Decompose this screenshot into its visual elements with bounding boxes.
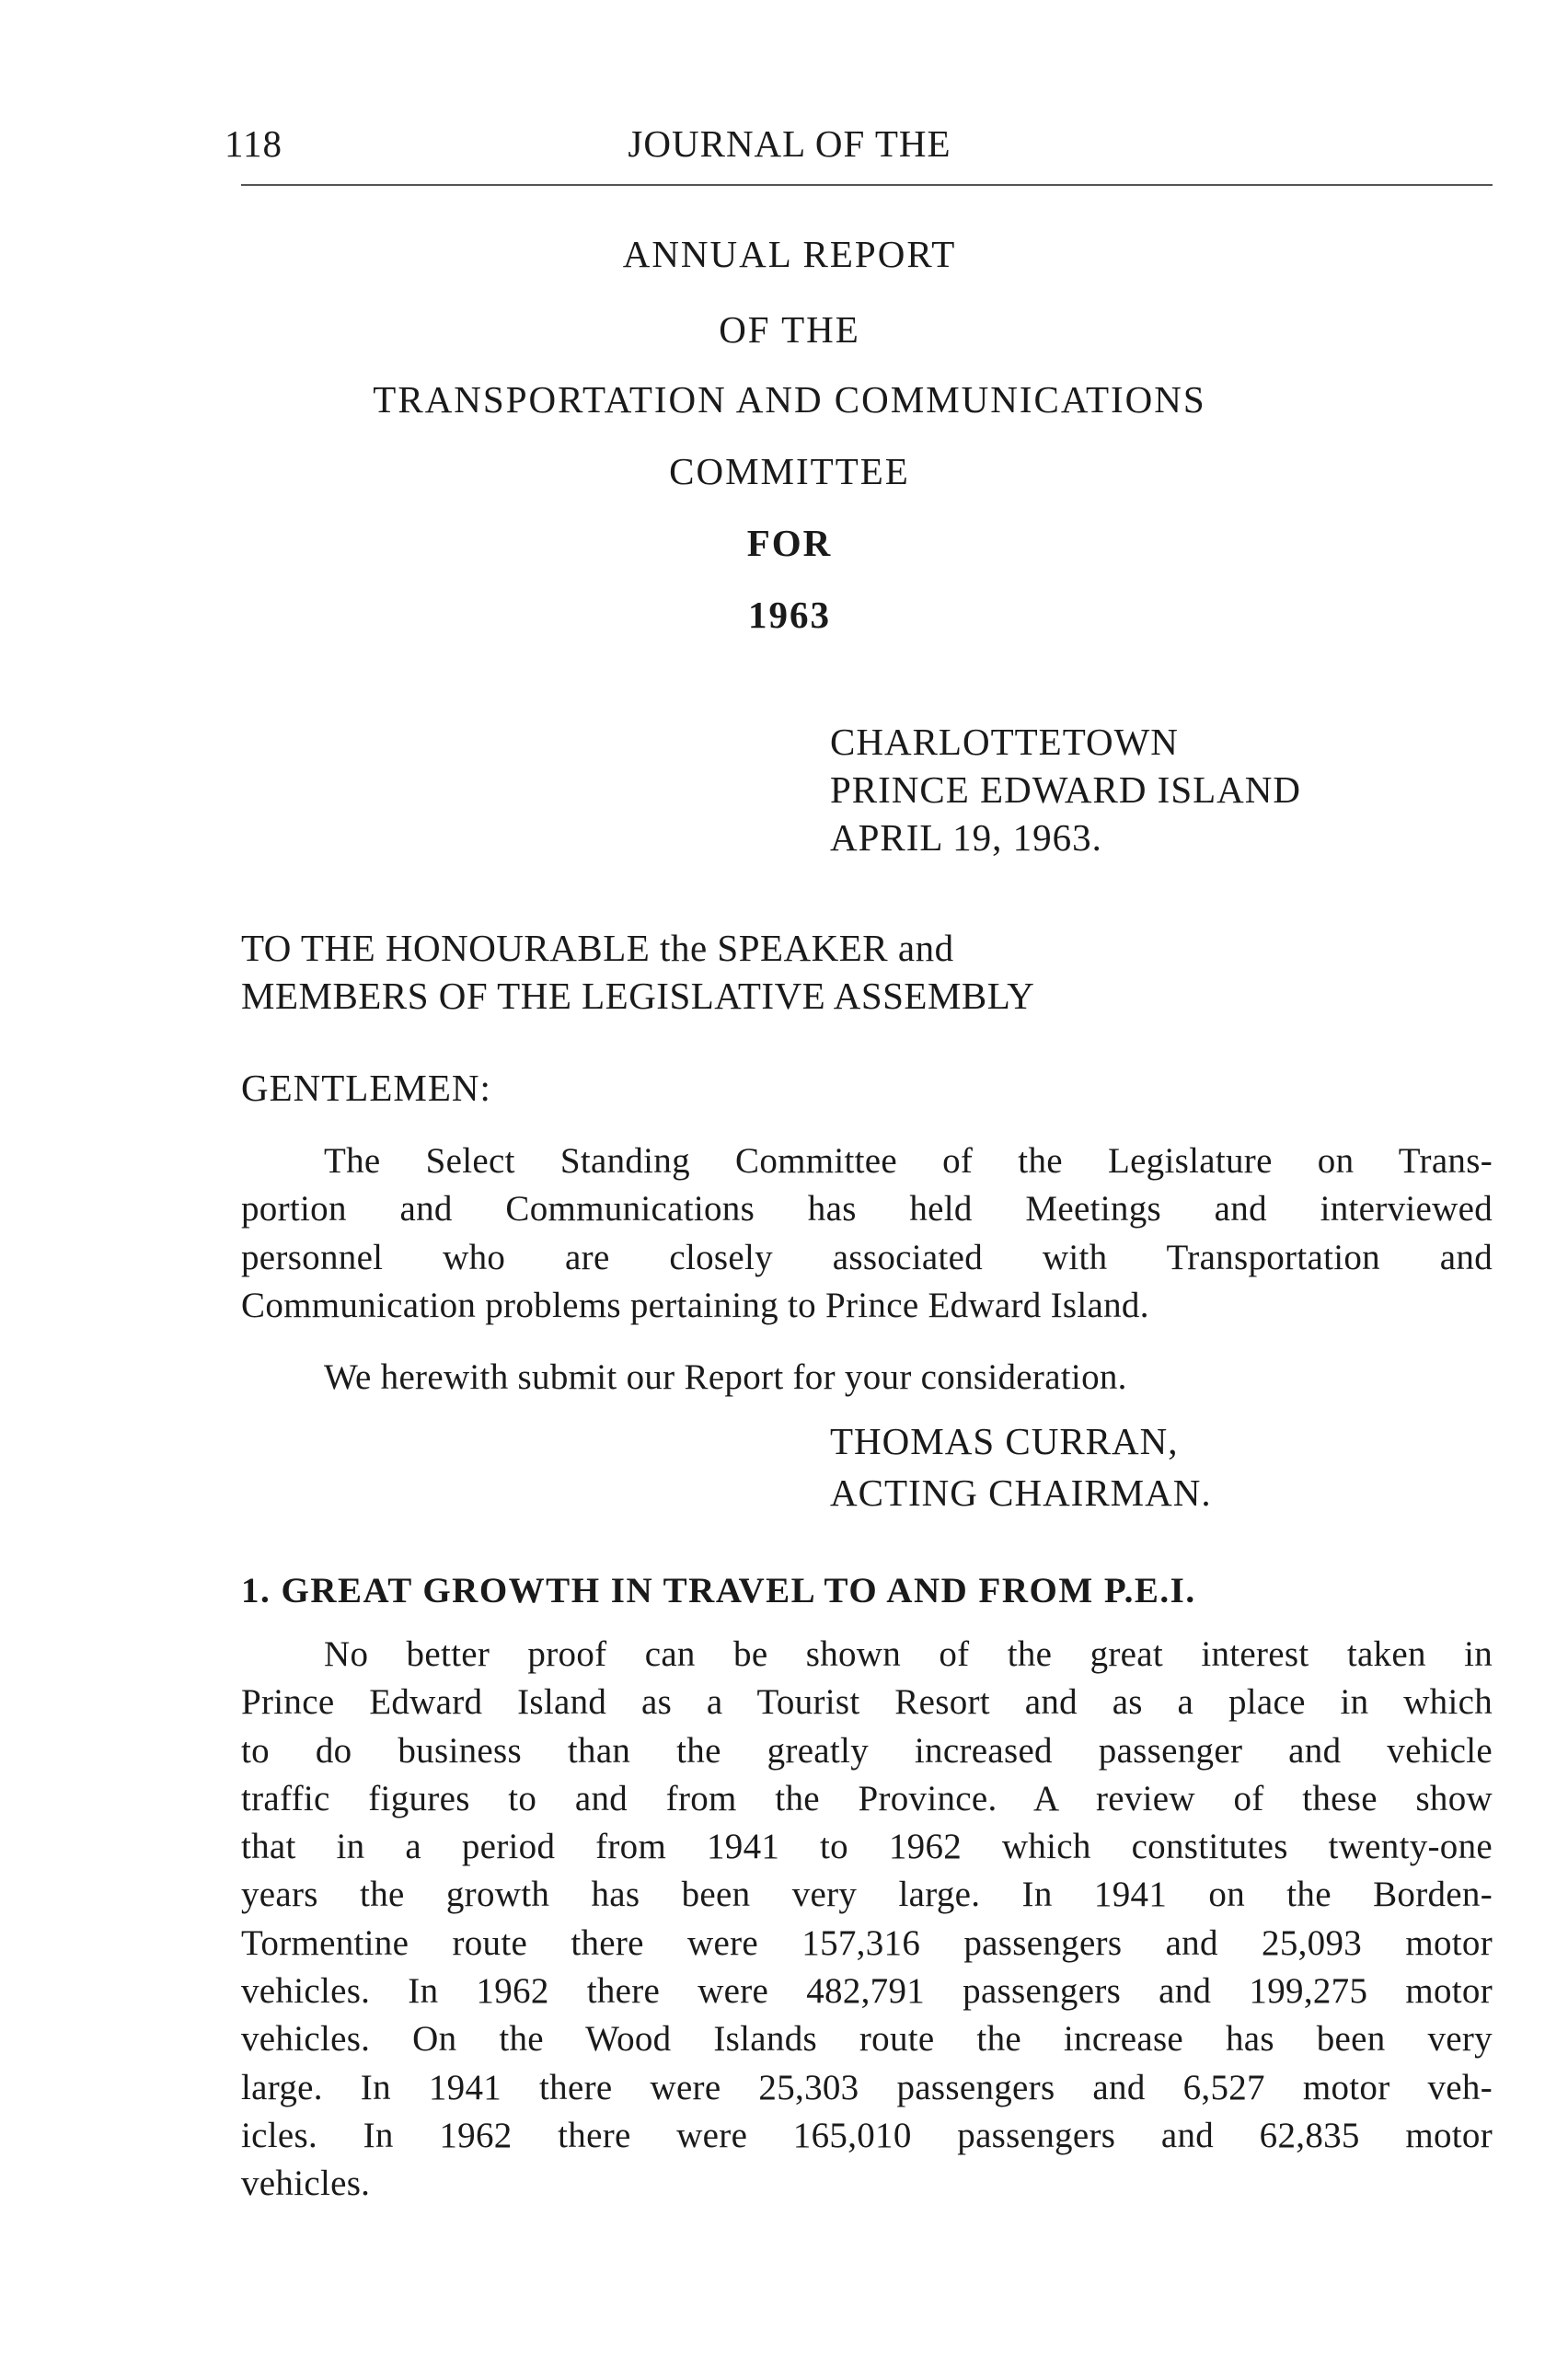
signature-block (830, 1415, 1212, 1518)
place-province: PRINCE EDWARD ISLAND (830, 768, 1301, 811)
report-title-line-1: ANNUAL REPORT (622, 233, 957, 275)
body-line: that in a period from 1941 to 1962 which constitutes twenty-one (241, 1827, 1493, 1867)
signatory-name: THOMAS CURRAN, (830, 1420, 1179, 1462)
submit-line: We herewith submit our Report for your consideration. (324, 1357, 1127, 1397)
body-line: Prince Edward Island as a Tourist Resort and as a place in which (241, 1682, 1493, 1723)
report-title-year: 1963 (748, 594, 831, 636)
report-date: APRIL 19, 1963. (830, 816, 1102, 859)
body-line: vehicles. (241, 2164, 371, 2204)
running-head-title: JOURNAL OF THE (628, 122, 951, 165)
body-line: vehicles. On the Wood Islands route the increase has been very (241, 2019, 1493, 2060)
report-title-line-4: COMMITTEE (669, 450, 910, 492)
intro-line: personnel who are closely associated with Transportation and (241, 1237, 1493, 1277)
report-title-line-5: FOR (746, 522, 833, 564)
intro-line: The Select Standing Committee of the Legislature on Trans- (324, 1141, 1493, 1181)
body-line: icles. In 1962 there were 165,010 passengers and 62,835 motor (241, 2115, 1493, 2155)
intro-line: Communication problems pertaining to Prince Edward Island. (241, 1285, 1149, 1325)
salutation: GENTLEMEN: (241, 1067, 491, 1109)
section-1-paragraph (241, 1631, 1493, 2209)
section-heading: 1. GREAT GROWTH IN TRAVEL TO AND FROM P.E.I. (241, 1571, 1196, 1610)
body-line: to do business than the greatly increased passenger and vehicle (241, 1730, 1493, 1771)
report-title-line-2: OF THE (719, 308, 860, 351)
place-city: CHARLOTTETOWN (830, 721, 1179, 763)
page-number: 118 (225, 122, 282, 165)
body-line: Tormentine route there were 157,316 passengers and 25,093 motor (241, 1922, 1493, 1963)
address-line-2: MEMBERS OF THE LEGISLATIVE ASSEMBLY (241, 975, 1035, 1017)
place-date-block (830, 718, 1301, 861)
body-line: large. In 1941 there were 25,303 passengers and 6,527 motor veh- (241, 2067, 1493, 2107)
body-line: years the growth has been very large. In 1941 on the Borden- (241, 1875, 1493, 1915)
report-title-line-3: TRANSPORTATION AND COMMUNICATIONS (373, 378, 1206, 421)
intro-paragraph (241, 1137, 1493, 1330)
header-rule (241, 184, 1493, 186)
address-block (241, 924, 1034, 1020)
body-line: No better proof can be shown of the great interest taken in (324, 1634, 1493, 1674)
body-line: traffic figures to and from the Province. A review of these show (241, 1778, 1493, 1818)
body-line: vehicles. In 1962 there were 482,791 passengers and 199,275 motor (241, 1971, 1493, 2012)
address-line-1: TO THE HONOURABLE the SPEAKER and (241, 927, 954, 969)
intro-line: portion and Communications has held Meetings and interviewed (241, 1189, 1493, 1229)
signatory-title: ACTING CHAIRMAN. (830, 1472, 1212, 1514)
